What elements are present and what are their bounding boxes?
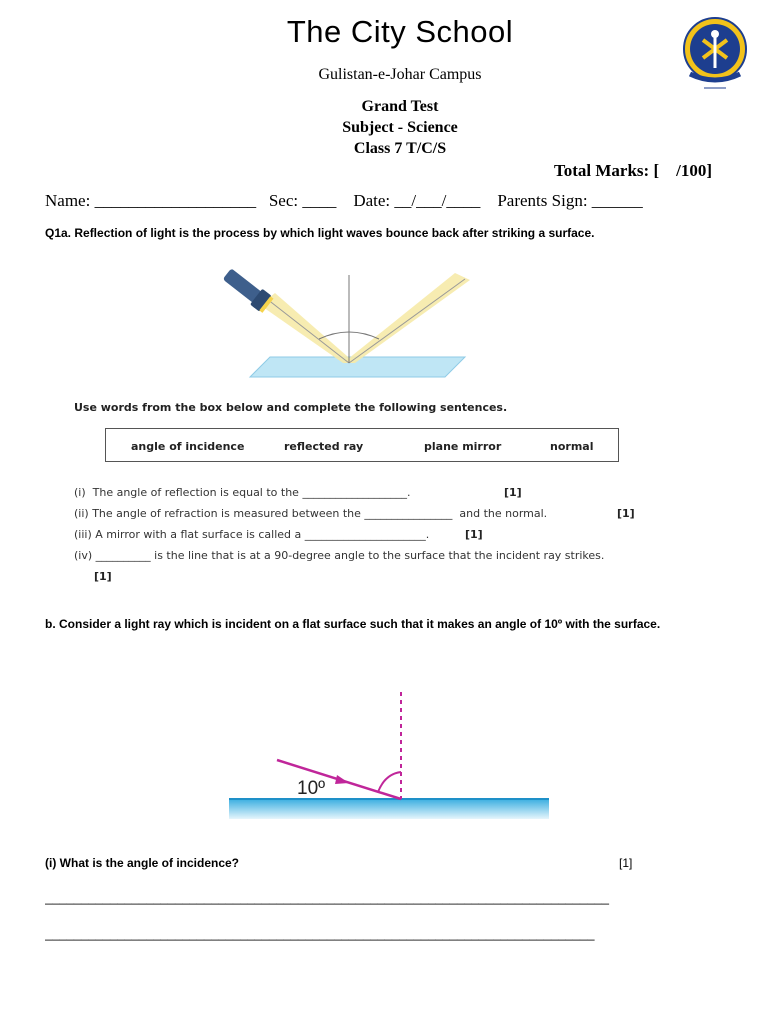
incident-beam	[260, 293, 355, 363]
class-line: Class 7 T/C/S	[353, 140, 447, 157]
fill-item-4-mark: [1]	[94, 570, 112, 583]
sub-question-i: (i) What is the angle of incidence?	[45, 856, 240, 870]
fill-item-4: (iv) __________ is the line that is at a 90-degree angle to the surface that the incident ray strikes.	[74, 549, 605, 562]
sub-question-i-mark: [1]	[619, 856, 633, 870]
angle-arc	[378, 772, 401, 792]
question-1a: Q1a. Reflection of light is the process by which light waves bounce back after striking a surface.	[45, 226, 595, 240]
subject-line: Subject - Science	[342, 119, 458, 136]
fill-item-1: (i) The angle of reflection is equal to the ___________________.	[74, 486, 411, 499]
fill-item-2-mark: [1]	[617, 507, 635, 520]
incidence-diagram	[225, 688, 555, 823]
word-box	[105, 428, 619, 462]
test-name: Grand Test	[361, 98, 439, 115]
word-2: reflected ray	[284, 440, 364, 453]
fill-item-3-mark: [1]	[465, 528, 483, 541]
flashlight-icon	[221, 266, 274, 314]
answer-line-2[interactable]: ____________________________________________________________________________	[45, 926, 595, 941]
angle-label: 10º	[297, 778, 326, 799]
word-3: plane mirror	[424, 440, 502, 453]
fill-item-2: (ii) The angle of refraction is measured between the ________________ and the normal.	[74, 507, 548, 520]
fill-item-3: (iii) A mirror with a flat surface is called a ______________________.	[74, 528, 430, 541]
school-title: The City School	[286, 14, 514, 49]
ray-arrowhead	[335, 775, 349, 784]
campus-name: Gulistan-e-Johar Campus	[318, 66, 482, 83]
question-1b: b. Consider a light ray which is incident on a flat surface such that it makes an angle of 10º with the surface.	[45, 617, 661, 631]
flat-surface	[229, 799, 549, 819]
reflection-diagram	[215, 265, 485, 385]
fill-item-1-mark: [1]	[504, 486, 522, 499]
total-marks: Total Marks: [ /100]	[553, 161, 712, 180]
reflected-beam	[343, 273, 470, 363]
student-details-line: Name: ___________________ Sec: ____ Date: __/___/____ Parents Sign: ______	[45, 191, 643, 210]
instruction-text: Use words from the box below and complete the following sentences.	[74, 401, 508, 414]
word-4: normal	[550, 440, 594, 453]
word-1: angle of incidence	[131, 440, 245, 453]
answer-line-1[interactable]: ______________________________________________________________________________	[45, 890, 609, 905]
